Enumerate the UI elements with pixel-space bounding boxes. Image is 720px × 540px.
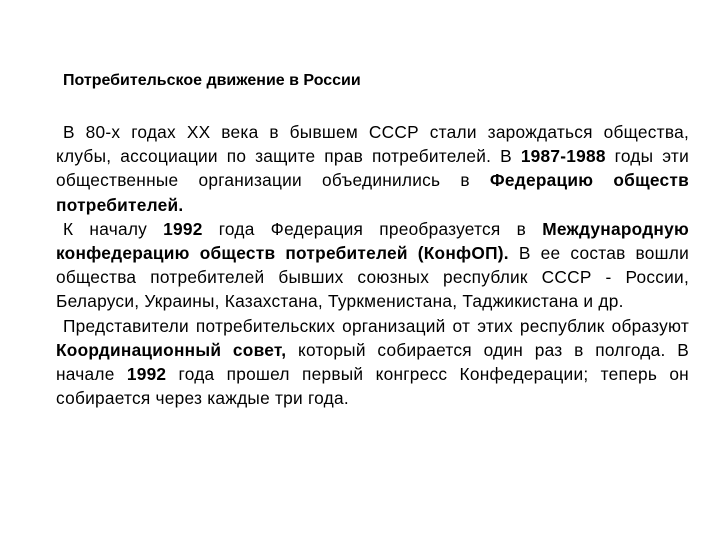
paragraph-1-text-1: В 80-х годах XX века в бывшем СССР стали зарождаться общества, клубы, ассоциации по защите прав потребителей. В [56, 122, 689, 167]
paragraph-2-text-1: К началу [63, 218, 164, 239]
paragraph-3-bold-year: 1992 [126, 364, 167, 385]
paragraph-3-text-2: который собирается один раз в полгода. В начале [56, 339, 689, 385]
paragraph-1-bold-federation: Федерацию обществ потребителей. [56, 170, 689, 215]
slide-body [56, 120, 689, 410]
slide-title: Потребительское движение в России [63, 72, 361, 89]
paragraph-2-text-2: года Федерация преобразуется в [202, 218, 543, 239]
paragraph-2-bold-year: 1992 [163, 218, 203, 239]
paragraph-3-text-1: Представители потребительских организаций от этих республик образуют [63, 315, 689, 336]
paragraph-2 [56, 217, 689, 314]
paragraph-3-text-3: года прошел первый конгресс Конфедерации; теперь он собирается через каждые три года. [56, 364, 689, 409]
paragraph-2-bold-confederation: Международную конфедерацию обществ потребителей (КонфОП). [56, 218, 689, 264]
paragraph-3 [56, 314, 689, 411]
paragraph-1-bold-years: 1987-1988 [520, 146, 606, 167]
paragraph-2-text-3: В ее состав вошли общества потребителей бывших союзных республик СССР - России, Беларуси, Украины, Казахстана, Туркменистана, Таджикистана и др. [56, 243, 689, 312]
paragraph-1 [56, 120, 689, 217]
paragraph-1-text-2: годы эти общественные организации объединились в [56, 146, 689, 191]
paragraph-3-bold-council: Координационный совет, [56, 339, 287, 360]
